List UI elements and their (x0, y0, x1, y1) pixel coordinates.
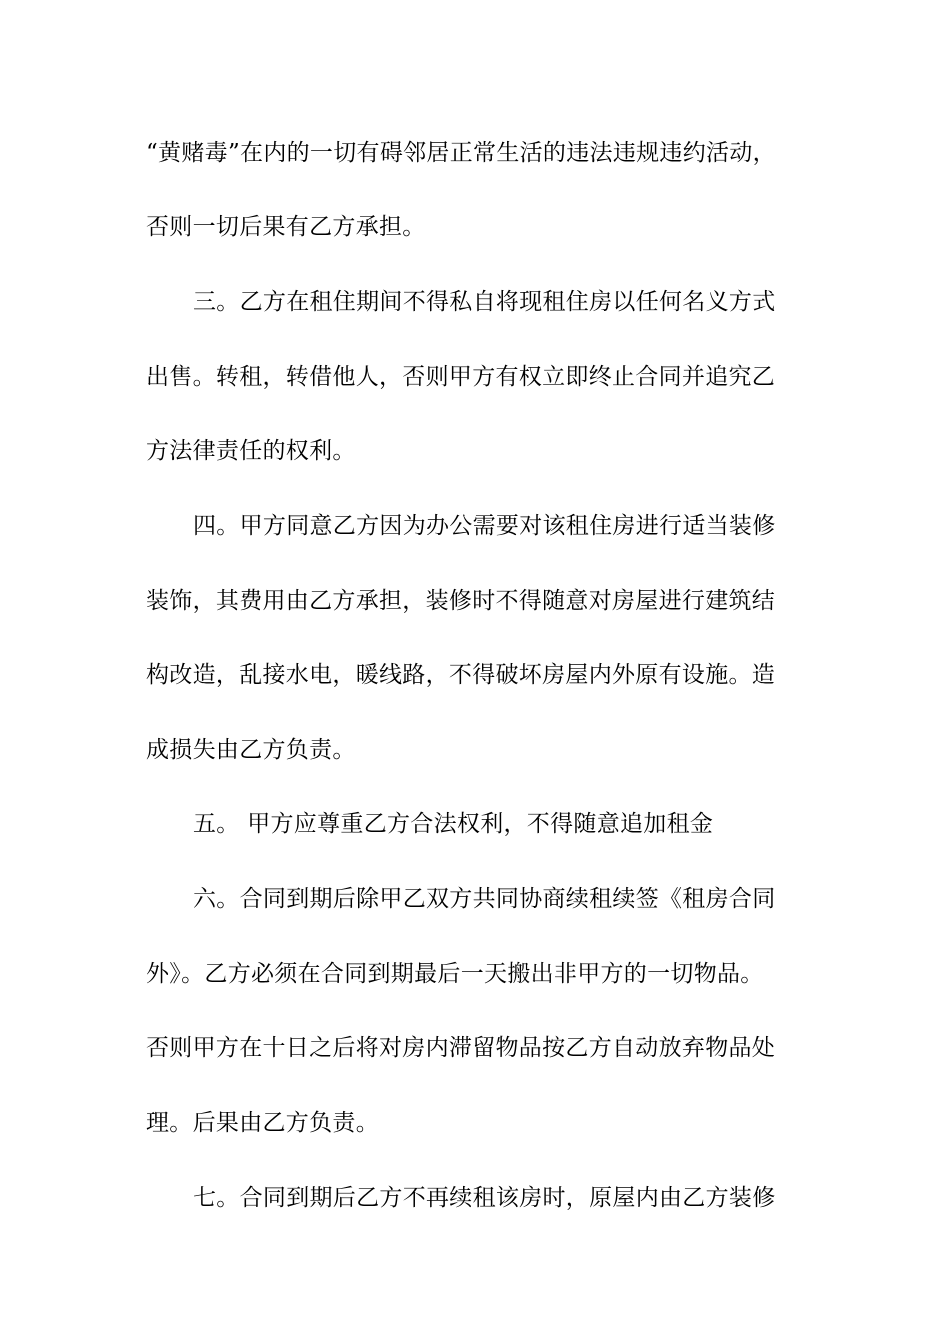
text-line: 否则甲方在十日之后将对房内滞留物品按乙方自动放弃物品处 (146, 1035, 776, 1061)
text-line: “黄赌毒”在内的一切有碍邻居正常生活的违法违规违约活动， (146, 140, 776, 166)
text-line: 理。后果由乙方负责。 (146, 1110, 379, 1136)
text-line: 出售。转租，转借他人，否则甲方有权立即终止合同并追究乙 (146, 364, 776, 390)
text-line: 七。合同到期后乙方不再续租该房时，原屋内由乙方装修 (193, 1185, 776, 1211)
text-line: 构改造，乱接水电，暖线路，不得破坏房屋内外原有设施。造 (146, 662, 776, 688)
text-line: 三。乙方在租住期间不得私自将现租住房以任何名义方式 (193, 289, 776, 315)
text-line: 否则一切后果有乙方承担。 (146, 214, 426, 240)
text-line: 五。 甲方应尊重乙方合法权利，不得随意追加租金 (193, 811, 714, 837)
text-line: 六。合同到期后除甲乙双方共同协商续租续签《租房合同 (193, 886, 776, 912)
text-line: 方法律责任的权利。 (146, 438, 356, 464)
text-line: 装饰，其费用由乙方承担，装修时不得随意对房屋进行建筑结 (146, 588, 776, 614)
text-line: 成损失由乙方负责。 (146, 737, 356, 763)
text-line: 四。甲方同意乙方因为办公需要对该租住房进行适当装修 (193, 513, 776, 539)
text-line: 外》。乙方必须在合同到期最后一天搬出非甲方的一切物品。 (146, 961, 764, 987)
